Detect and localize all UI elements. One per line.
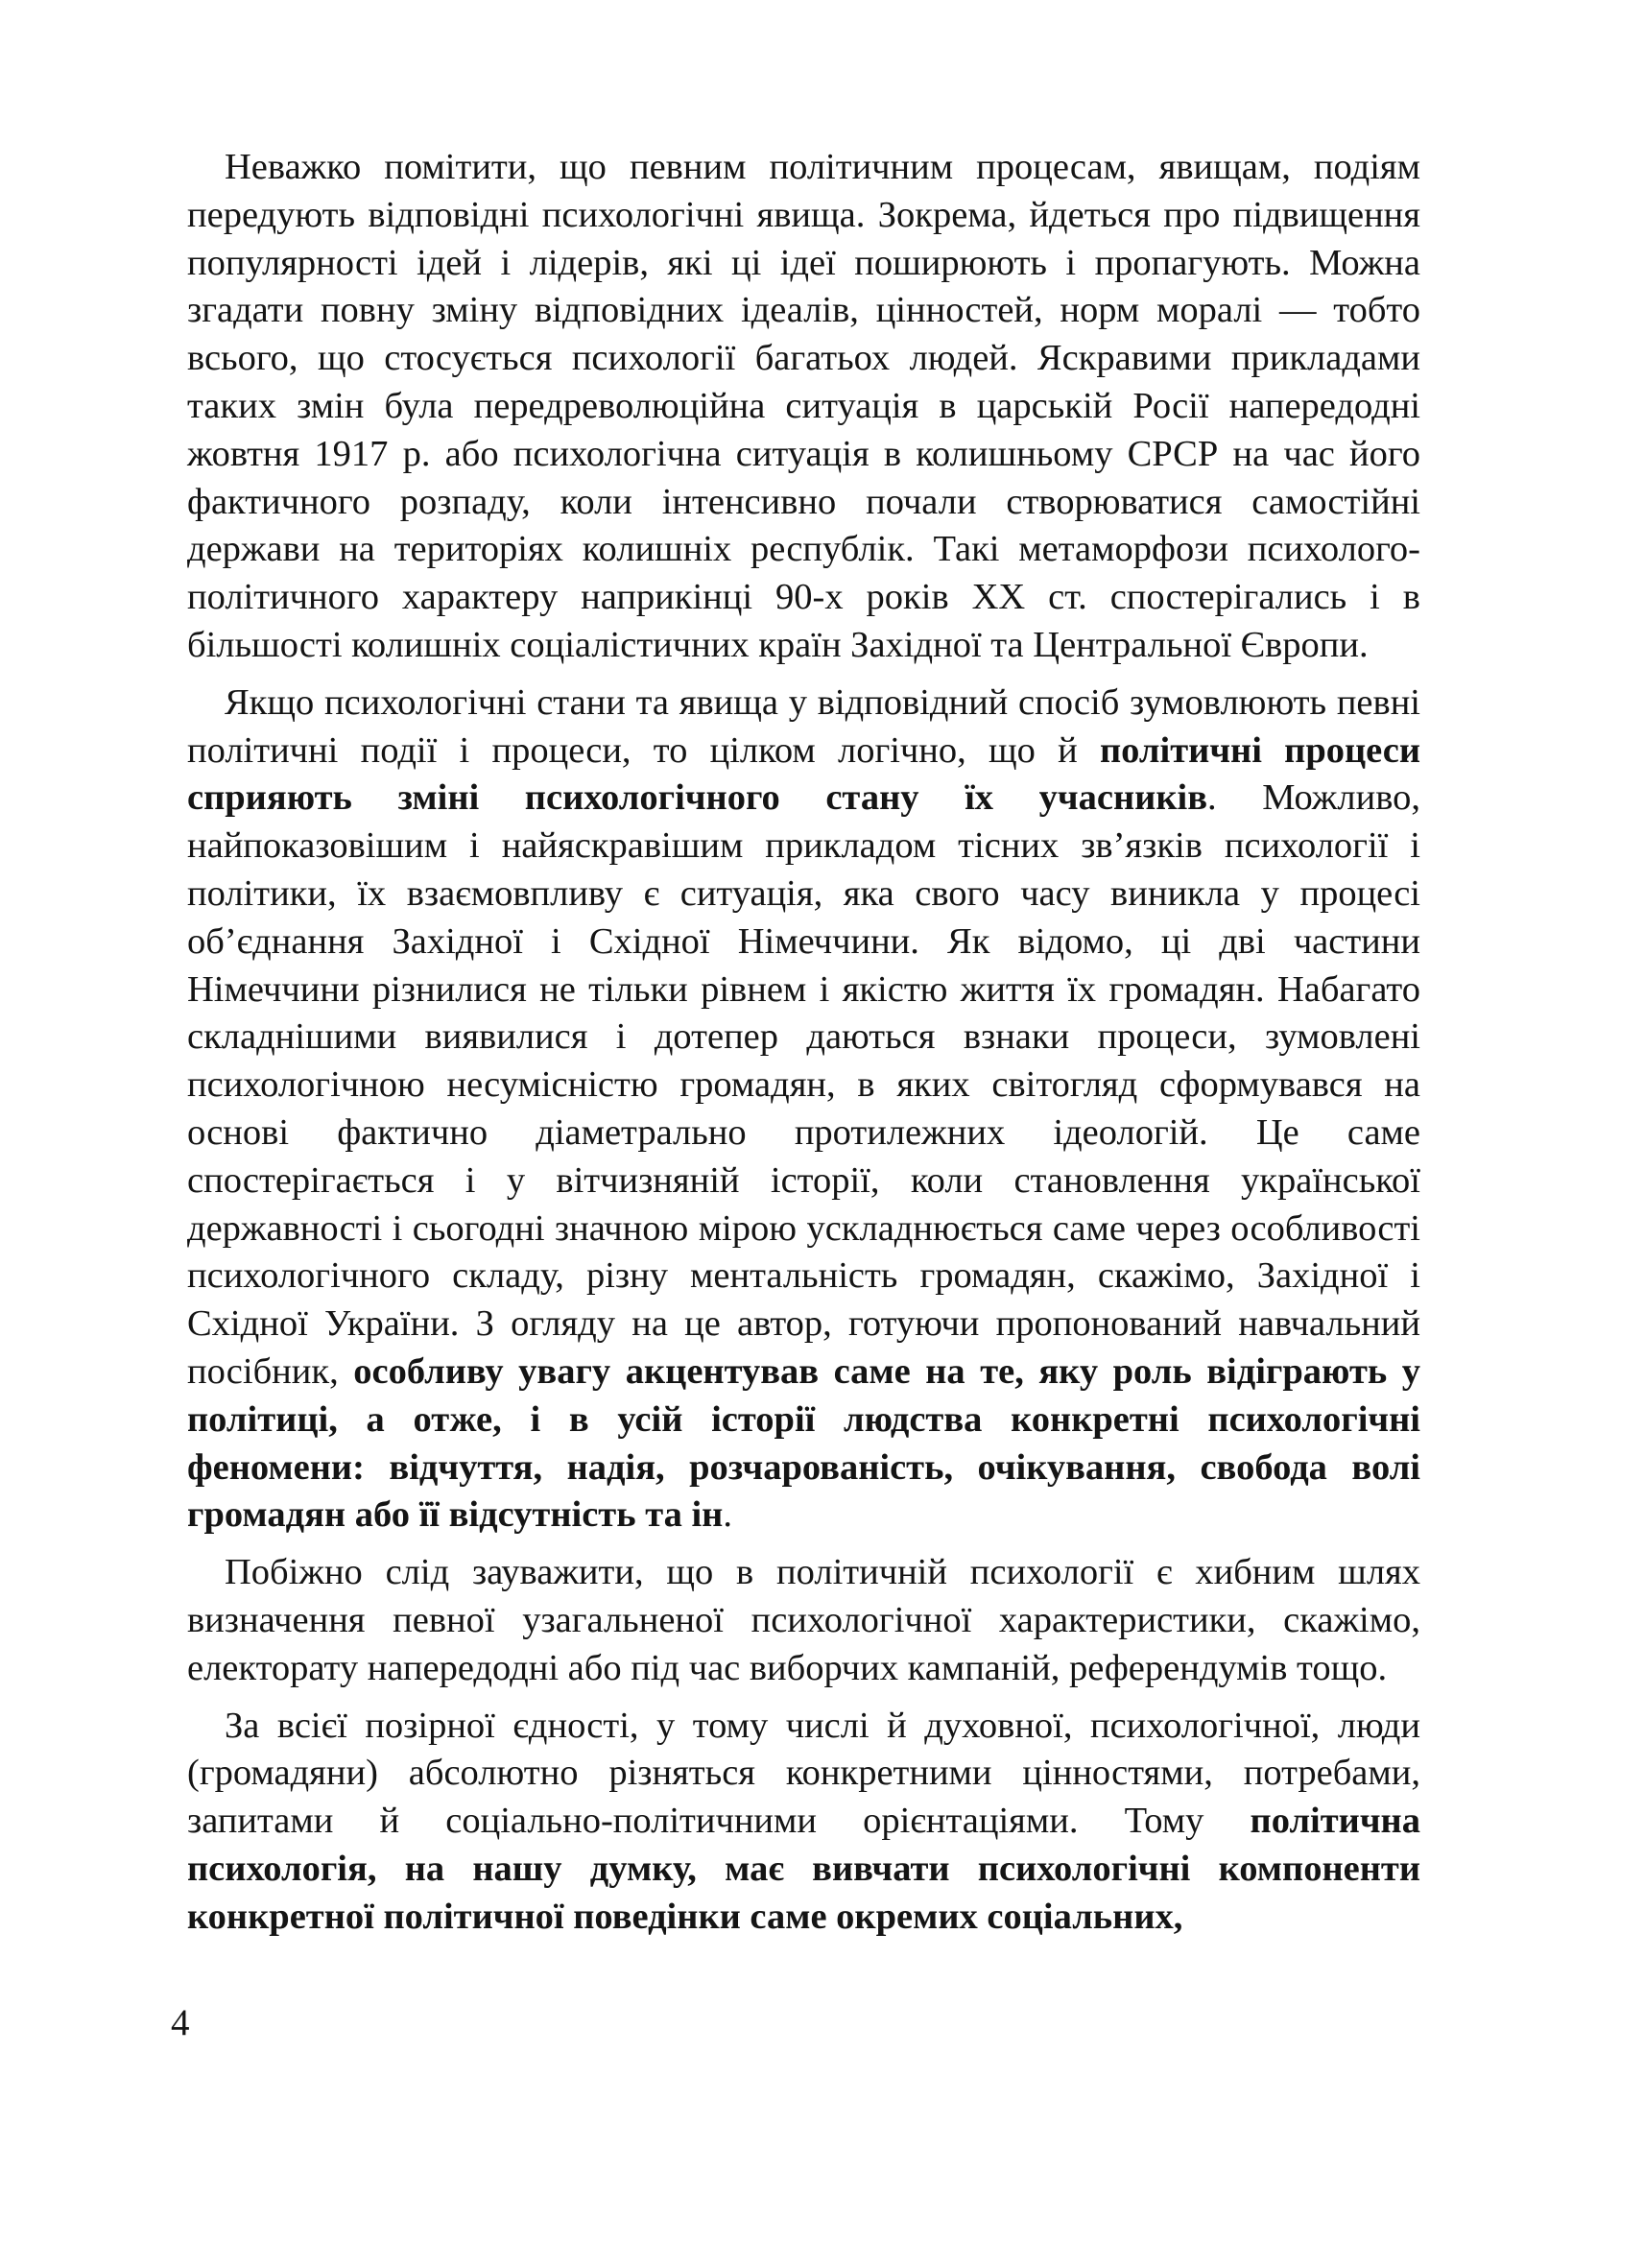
paragraph-4 [187,1703,1420,1942]
paragraph-1 [187,144,1420,670]
paragraph-4-text: За всієї позірної єдності, у тому числі й духовної, психологічної, люди (громадяни) абсолютно різняться конкретними цінностями, потребами, запитами й соціально-політичними орієнтаціями. Тому [187,1705,1420,1842]
paragraph-3 [187,1549,1420,1692]
paragraph-2-text-c: . [723,1494,732,1536]
paragraph-2 [187,680,1420,1540]
paragraph-2-emphasis-b: особливу увагу акцентував саме на те, яку роль відіграють у політиці, а отже, і в усій історії людства конкретні психологічні феномени: відчуття, надія, розчарованість, очікування, свобода волі громадян або її відсутність та ін [187,1350,1420,1536]
paragraph-1-text: Неважко помітити, що певним політичним процесам, явищам, подіям передують відповідні психологічні явища. Зокрема, йдеться про підвищення популярності ідей і лідерів, які ці ідеї поширюють і пропагують. Можна згадати повну зміну відповідних ідеалів, цінностей, норм моралі — тобто всього, що стосується психології багатьох людей. Яскравими прикладами таких змін була передреволюційна ситуація в царській Росії напередодні жовтня 1917 р. або психологічна ситуація в колишньому СРСР на час його фактичного розпаду, коли інтенсивно почали створюватися самостійні держави на територіях колишніх республік. Такі метаморфози психолого-політичного характеру наприкінці 90-х років XX ст. спостерігались і в більшості колишніх соціалістичних країн Західної та Центральної Європи. [187,147,1420,665]
paragraph-2-emphasis-a: політичні процеси сприяють зміні психологічного стану їх учасників [187,729,1421,819]
page-body [187,144,1420,1941]
page-number: 4 [171,2002,190,2043]
paragraph-3-text: Побіжно слід зауважити, що в політичній психології є хибним шлях визначення певної узагальненої психологічної характеристики, скажімо, електорату напередодні або під час виборчих кампаній, референдумів тощо. [187,1552,1420,1688]
paragraph-4-emphasis: політична психологія, на нашу думку, має вивчати психологічні компоненти конкретної політичної поведінки саме окремих соціальних, [187,1801,1420,1937]
paragraph-2-text-b: . Можливо, найпоказовішим і найяскравішим прикладом тісних зв’язків психології і політики, їх взаємовпливу є ситуація, яка свого часу виникла у процесі об’єднання Західної і Східної Німеччини. Як відомо, ці дві частини Німеччини різнилися не тільки рівнем і якістю життя їх громадян. Набагато складнішими виявилися і дотепер даються взнаки процеси, зумовлені психологічною несумісністю громадян, в яких світогляд сформувався на основі фактично діаметрально протилежних ідеологій. Це саме спостерігається і у вітчизняній історії, коли становлення української державності і сьогодні значною мірою ускладнюється саме через особливості психологічного складу, різну ментальність громадян, скажімо, Західної і Східної України. З огляду на це автор, готуючи пропонований навчальний посібник, [187,777,1421,1392]
paragraph-2-text-a: Якщо психологічні стани та явища у відповідний спосіб зумовлюють певні політичні події і процеси, то цілком логічно, що й [187,681,1420,771]
